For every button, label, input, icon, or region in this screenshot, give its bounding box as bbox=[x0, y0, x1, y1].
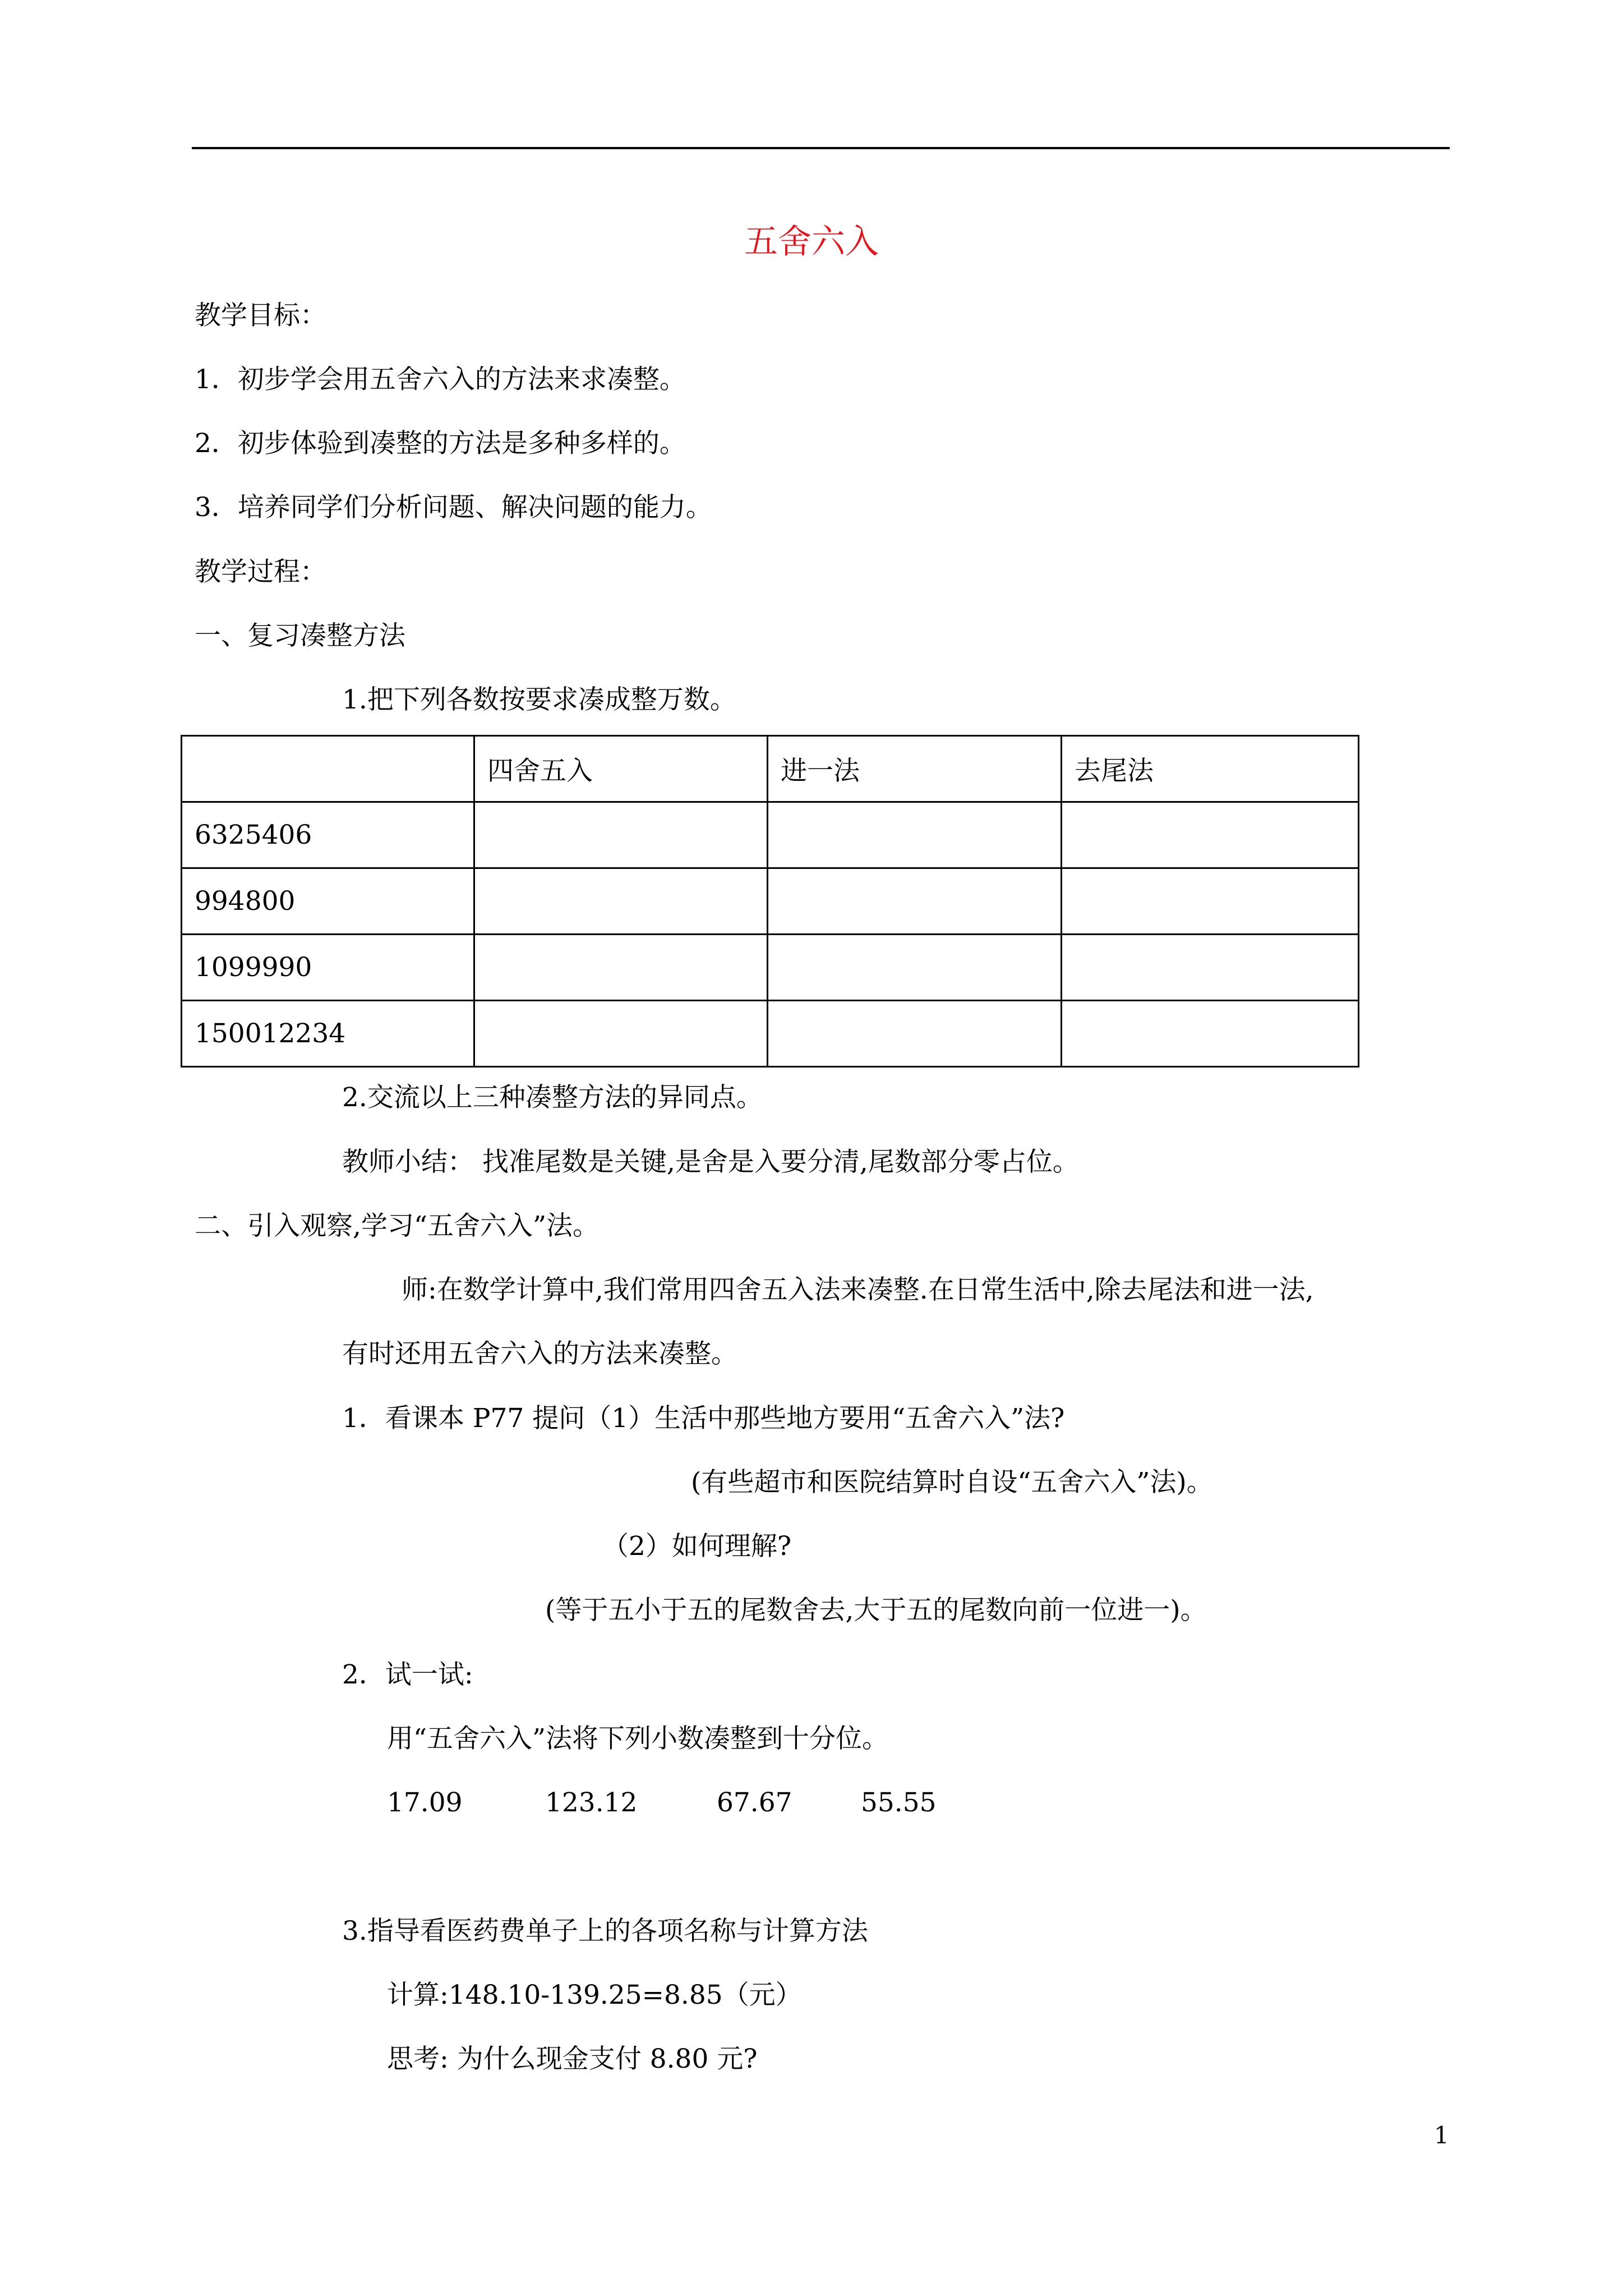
objectives-heading: 教学目标： bbox=[195, 300, 326, 331]
section1-task2: 2.交流以上三种凑整方法的异同点。 bbox=[342, 1082, 763, 1113]
table-cell-empty bbox=[768, 802, 1062, 868]
section1-task1: 1.把下列各数按要求凑成整万数。 bbox=[342, 684, 736, 715]
table-header-cell bbox=[182, 736, 474, 802]
page-number: 1 bbox=[1434, 2122, 1449, 2149]
table-cell-empty bbox=[1062, 868, 1359, 935]
think-question: 思考: 为什么现金支付 8.80 元? bbox=[387, 2044, 758, 2074]
objective-item-2: 2．初步体验到凑整的方法是多种多样的。 bbox=[195, 428, 686, 459]
section2-item-1: 1．看课本 P77 提问（1）生活中那些地方要用“五舍六入”法? bbox=[342, 1403, 1065, 1434]
table-row-number: 150012234 bbox=[182, 1001, 474, 1067]
table-header-cell: 进一法 bbox=[768, 736, 1062, 802]
answer-2: (等于五小于五的尾数舍去,大于五的尾数向前一位进一)。 bbox=[545, 1595, 1207, 1626]
calculation: 计算:148.10-139.25=8.85（元） bbox=[387, 1980, 802, 2010]
process-heading: 教学过程： bbox=[195, 556, 326, 587]
table-cell-empty bbox=[474, 868, 768, 935]
answer-1: (有些超市和医院结算时自设“五舍六入”法)。 bbox=[691, 1467, 1213, 1498]
table-cell-empty bbox=[474, 935, 768, 1001]
table-cell-empty bbox=[1062, 802, 1359, 868]
decimal-value: 55.55 bbox=[861, 1787, 937, 1818]
table-cell-empty bbox=[768, 935, 1062, 1001]
table-row bbox=[182, 802, 1359, 868]
table-header-cell: 四舍五入 bbox=[474, 736, 768, 802]
section2-item-2: 2．试一试: bbox=[342, 1659, 473, 1690]
table-row-number: 1099990 bbox=[182, 935, 474, 1001]
objective-item-1: 1．初步学会用五舍六入的方法来求凑整。 bbox=[195, 364, 686, 395]
table-header-row bbox=[182, 736, 1359, 802]
objective-item-3: 3．培养同学们分析问题、解决问题的能力。 bbox=[195, 492, 712, 523]
teacher-line-1: 师:在数学计算中,我们常用四舍五入法来凑整.在日常生活中,除去尾法和进一法, bbox=[402, 1274, 1314, 1305]
section2-heading: 二、引入观察,学习“五舍六入”法。 bbox=[195, 1211, 599, 1241]
table-header-cell: 去尾法 bbox=[1062, 736, 1359, 802]
rounding-table bbox=[181, 735, 1359, 1068]
table-cell-empty bbox=[1062, 1001, 1359, 1067]
section1-heading: 一、复习凑整方法 bbox=[195, 620, 405, 651]
table-row bbox=[182, 935, 1359, 1001]
table-row bbox=[182, 1001, 1359, 1067]
item2-instruction: 用“五舍六入”法将下列小数凑整到十分位。 bbox=[387, 1723, 889, 1754]
table-row-number: 6325406 bbox=[182, 802, 474, 868]
table-cell-empty bbox=[474, 802, 768, 868]
table-cell-empty bbox=[768, 1001, 1062, 1067]
header-rule bbox=[192, 147, 1450, 149]
table-cell-empty bbox=[474, 1001, 768, 1067]
page-title: 五舍六入 bbox=[744, 222, 879, 261]
decimal-value: 17.09 bbox=[387, 1787, 463, 1818]
decimal-value: 67.67 bbox=[717, 1787, 792, 1818]
table-cell-empty bbox=[1062, 935, 1359, 1001]
teacher-summary: 教师小结： 找准尾数是关键,是舍是入要分清,尾数部分零占位。 bbox=[342, 1147, 1079, 1177]
teacher-line-2: 有时还用五舍六入的方法来凑整。 bbox=[342, 1338, 737, 1369]
table-cell-empty bbox=[768, 868, 1062, 935]
decimal-value: 123.12 bbox=[545, 1787, 638, 1818]
table-row-number: 994800 bbox=[182, 868, 474, 935]
decimal-list bbox=[0, 1786, 1623, 1820]
table-row bbox=[182, 868, 1359, 935]
question-2: （2）如何理解? bbox=[602, 1531, 792, 1562]
section2-item-3: 3.指导看医药费单子上的各项名称与计算方法 bbox=[342, 1916, 868, 1947]
